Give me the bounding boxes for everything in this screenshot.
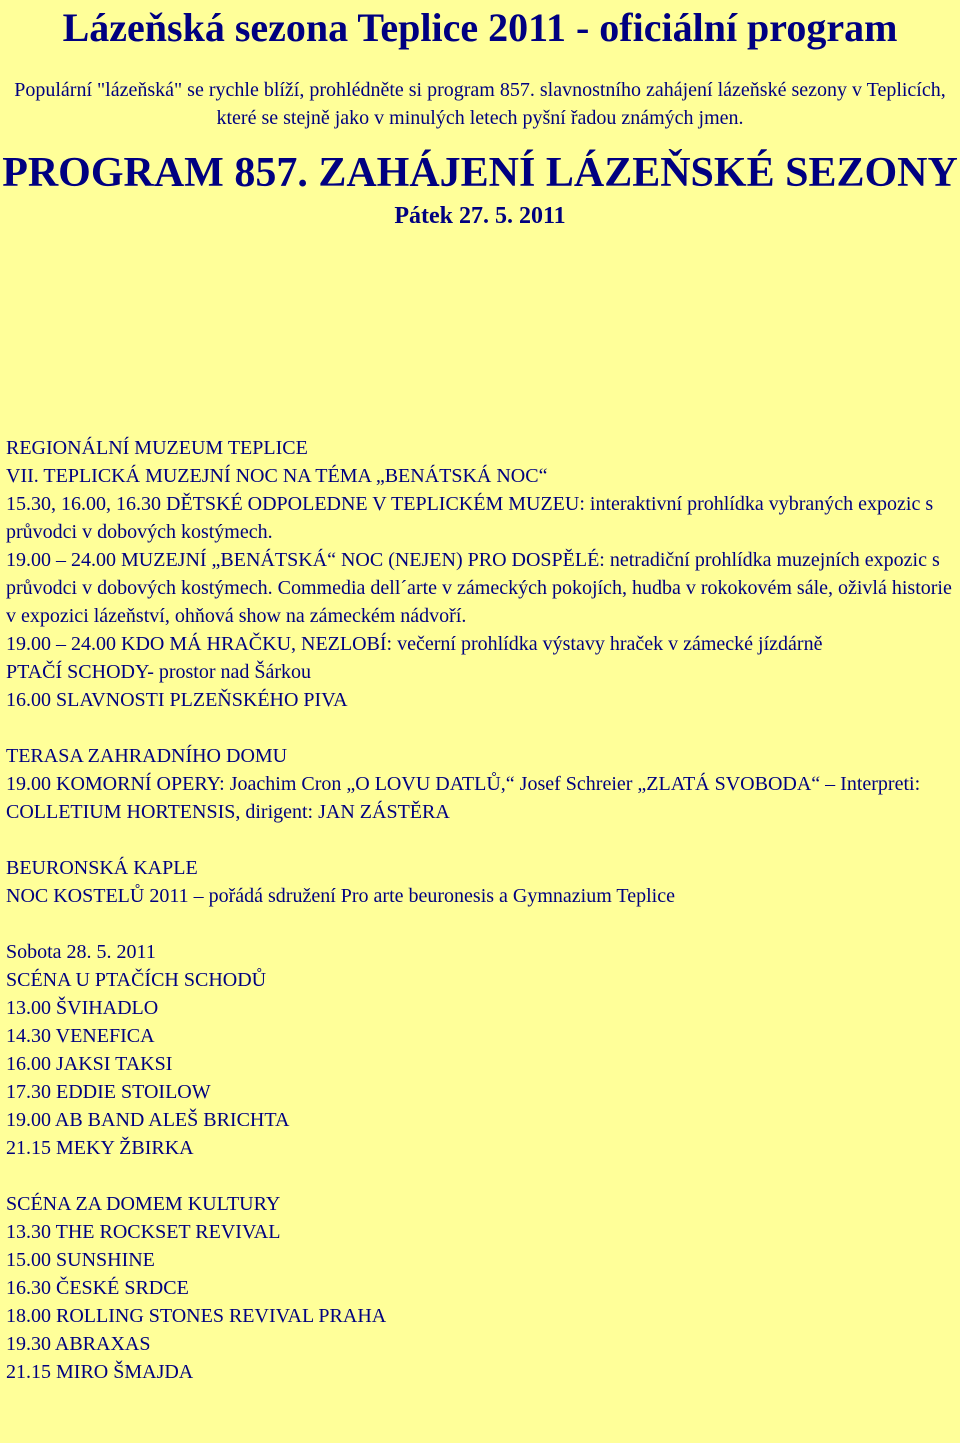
program-line: 13.30 THE ROCKSET REVIVAL [6, 1221, 281, 1243]
program-line: BEURONSKÁ KAPLE [6, 857, 198, 879]
program-line: 15.30, 16.00, 16.30 DĚTSKÉ ODPOLEDNE V TEPLICKÉM MUZEU: interaktivní prohlídka vybraných expozic s průvodci v dobových kostýmech. [6, 493, 934, 543]
spacer [6, 910, 952, 938]
program-line: TERASA ZAHRADNÍHO DOMU [6, 745, 288, 767]
program-line: Sobota 28. 5. 2011 [6, 941, 156, 963]
program-line: VII. TEPLICKÁ MUZEJNÍ NOC NA TÉMA „BENÁTSKÁ NOC“ [6, 465, 548, 487]
spacer [6, 714, 952, 742]
intro-paragraph: Populární "lázeňská" se rychle blíží, prohlédněte si program 857. slavnostního zahájení lázeňské sezony v Teplicích, které se stejně jako v minulých letech pyšní řadou známých jmen. [14, 79, 946, 129]
page-title: Lázeňská sezona Teplice 2011 - oficiální program [62, 5, 898, 50]
program-line: NOC KOSTELŮ 2011 – pořádá sdružení Pro arte beuronesis a Gymnazium Teplice [6, 885, 675, 907]
program-line: 19.00 – 24.00 KDO MÁ HRAČKU, NEZLOBÍ: večerní prohlídka výstavy hraček v zámecké jízdárně [6, 633, 823, 655]
program-line: REGIONÁLNÍ MUZEUM TEPLICE [6, 437, 308, 459]
program-line: 19.00 AB BAND ALEŠ BRICHTA [6, 1109, 290, 1131]
program-line: 16.00 JAKSI TAKSI [6, 1053, 173, 1075]
program-line: 16.30 ČESKÉ SRDCE [6, 1277, 189, 1299]
program-line: 19.00 – 24.00 MUZEJNÍ „BENÁTSKÁ“ NOC (NEJEN) PRO DOSPĚLÉ: netradiční prohlídka muzejních expozic s průvodci v dobových kostýmech. Commedia dell´arte v zámeckých pokojích, hudba v rokokovém sále, oživlá historie v expozici lázeňství, ohňová show na zámeckém nádvoří. [6, 549, 952, 627]
program-body [6, 434, 952, 1386]
program-line: 15.00 SUNSHINE [6, 1249, 155, 1271]
program-line: 19.00 KOMORNÍ OPERY: Joachim Cron „O LOVU DATLŮ,“ Josef Schreier „ZLATÁ SVOBODA“ – Interpreti: COLLETIUM HORTENSIS, dirigent: JAN ZÁSTĚRA [6, 773, 921, 823]
program-line: 21.15 MIRO ŠMAJDA [6, 1361, 194, 1383]
program-line: 18.00 ROLLING STONES REVIVAL PRAHA [6, 1305, 387, 1327]
program-line: 14.30 VENEFICA [6, 1025, 155, 1047]
program-date: Pátek 27. 5. 2011 [394, 203, 566, 229]
program-line: 16.00 SLAVNOSTI PLZEŇSKÉHO PIVA [6, 689, 348, 711]
spacer [6, 1162, 952, 1190]
program-title: PROGRAM 857. ZAHÁJENÍ LÁZEŇSKÉ SEZONY [2, 150, 958, 196]
program-line: 19.30 ABRAXAS [6, 1333, 151, 1355]
spacer [6, 826, 952, 854]
program-line: SCÉNA ZA DOMEM KULTURY [6, 1193, 281, 1215]
program-line: PTAČÍ SCHODY- prostor nad Šárkou [6, 661, 312, 683]
program-line: 21.15 MEKY ŽBIRKA [6, 1137, 194, 1159]
program-line: SCÉNA U PTAČÍCH SCHODŮ [6, 969, 267, 991]
program-line: 17.30 EDDIE STOILOW [6, 1081, 211, 1103]
program-line: 13.00 ŠVIHADLO [6, 997, 159, 1019]
